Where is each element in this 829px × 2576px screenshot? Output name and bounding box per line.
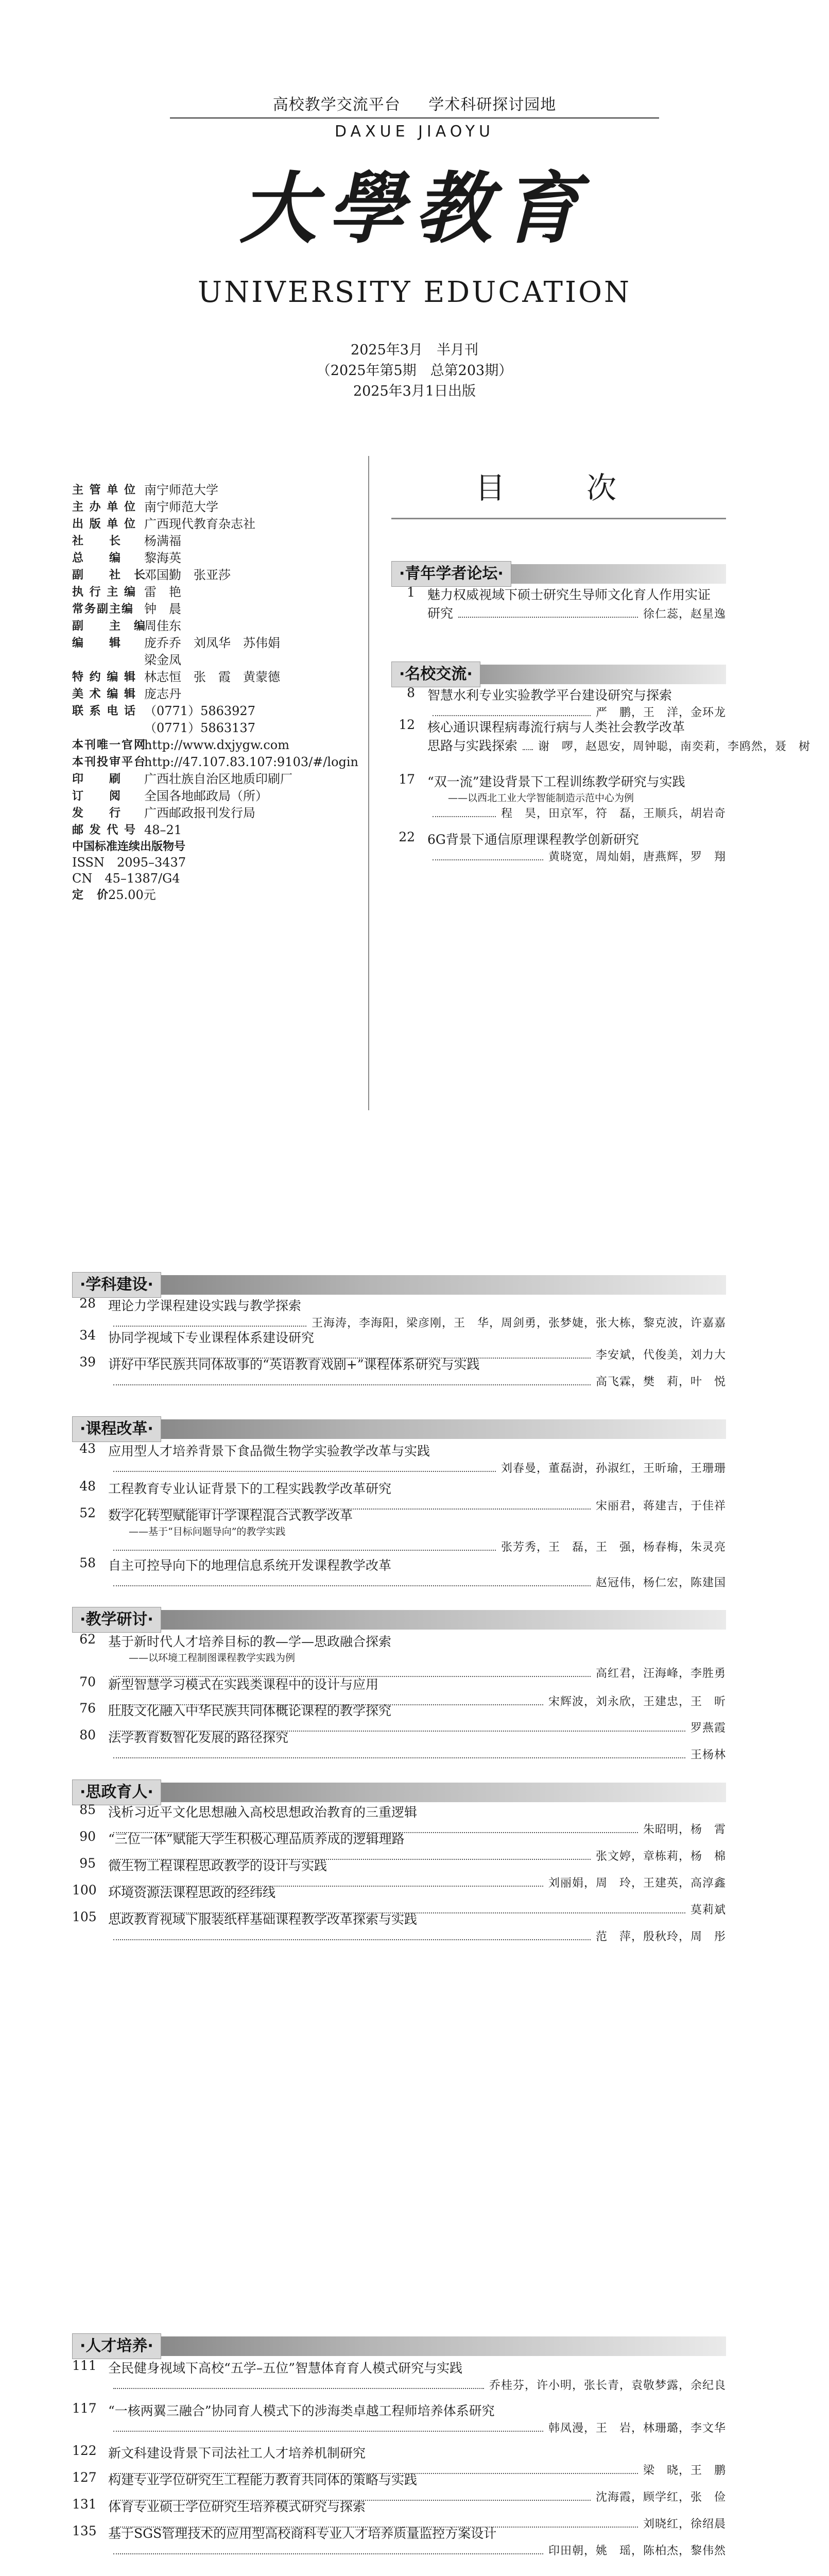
toc-authors: 刘春曼，董磊澍，孙淑红，王昕瑜，王珊珊: [500, 1462, 726, 1475]
toc-article-title: 数字化转型赋能审计学课程混合式教学改革: [108, 1508, 353, 1523]
info-label: 编 辑: [72, 637, 122, 650]
masthead-info-row: [72, 516, 360, 533]
toc-page-number: 127: [72, 2470, 97, 2485]
info-value: 钟 晨: [144, 602, 181, 616]
toc-author-line: [108, 1746, 726, 1762]
toc-article-title: 体育专业硕士学位研究生培养模式研究与探索: [108, 2499, 366, 2514]
info-value: 广西现代教育杂志社: [144, 517, 255, 531]
masthead-info-row: [72, 550, 360, 567]
section-dot-icon: ·: [497, 565, 504, 583]
masthead-info-row: [72, 618, 360, 635]
section-dot-icon: ·: [80, 2337, 86, 2355]
toc-page-number: 62: [79, 1632, 96, 1647]
toc-author-line: [427, 603, 726, 622]
section-dot-icon: ·: [399, 565, 405, 583]
info-value: 雷 艳: [144, 585, 181, 599]
info-value: （0771）5863137: [144, 721, 255, 735]
masthead-info-row: [72, 788, 360, 805]
section-title: [72, 1607, 161, 1633]
toc-page-number: 28: [79, 1296, 96, 1311]
toc-authors: 乔桂芬，许小明，张长青，袁敬梦露，余纪良: [489, 2379, 726, 2392]
section-dot-icon: ·: [147, 1420, 153, 1438]
masthead-info-row: [72, 533, 360, 550]
info-value: 南宁师范大学: [144, 500, 218, 514]
info-label: 执 行 主 编: [72, 586, 136, 599]
toc-article-title: 基于新时代人才培养目标的教—学—思政融合探索: [108, 1634, 392, 1649]
section-dot-icon: ·: [147, 1276, 153, 1294]
header-rule: [170, 117, 659, 118]
section-title: [391, 662, 480, 687]
info-value: 广西邮政报刊发行局: [144, 806, 255, 820]
issue-line-2: （2025年第5期 总第203期）: [316, 363, 513, 379]
toc-leader-dots: [113, 1585, 591, 1586]
section-dot-icon: ·: [80, 1783, 86, 1801]
toc-page-number: 48: [79, 1479, 96, 1494]
section-title: [72, 1272, 161, 1298]
toc-author-line: [108, 2377, 726, 2393]
info-label: 特 约 编 辑: [72, 671, 136, 684]
toc-title-rule: [391, 518, 726, 519]
toc-article-title: “三位一体”赋能大学生积极心理品质养成的逻辑理路: [108, 1832, 405, 1846]
toc-author-line: [108, 2419, 726, 2435]
toc-article-title: 法学教育数智化发展的路径探究: [108, 1730, 289, 1745]
masthead-info-row: [72, 805, 360, 822]
masthead-info-row: [72, 499, 360, 516]
info-label: [72, 652, 144, 669]
toc-article-title: 核心通识课程病毒流行病与人类社会教学改革: [427, 720, 685, 735]
toc-article-subtitle: ——以西北工业大学智能制造示范中心为例: [448, 792, 634, 804]
toc-authors: 范 萍，殷秋玲，周 彤: [595, 1930, 726, 1943]
toc-article-title: 理论力学课程建设实践与教学探索: [108, 1298, 302, 1313]
info-label: 联 系 电 话: [72, 705, 136, 718]
info-value: 梁金凤: [144, 653, 181, 667]
toc-page-number: 43: [79, 1441, 96, 1456]
toc-article-title: 基于SGS管理技术的应用型高校商科专业人才培养质量监控方案设计: [108, 2526, 497, 2541]
info-value: 周佳东: [144, 619, 181, 633]
toc-page-number: 90: [79, 1829, 96, 1844]
info-value: 庞志丹: [144, 687, 181, 701]
cn-number: CN 45–1387/G4: [72, 871, 180, 886]
info-value: （0771）5863927: [144, 704, 255, 718]
toc-page-number: 58: [79, 1555, 96, 1570]
toc-authors: 程 昊，田京军，符 磊，王顺兵，胡岩奇: [500, 807, 726, 820]
toc-page-number: 1: [407, 585, 415, 600]
toc-leader-dots: [113, 1757, 685, 1758]
toc-authors: 王海涛，李海阳，梁彦刚，王 华，周剑勇，张梦婕，张大栋，黎克波，许嘉嘉: [311, 1317, 726, 1330]
section-dot-icon: ·: [147, 2337, 153, 2355]
section-title: [72, 2333, 161, 2359]
toc-article-title: 思政教育视域下服装纸样基础课程教学改革探索与实践: [108, 1912, 418, 1927]
toc-authors: 刘晓红，徐绍晨: [643, 2518, 726, 2531]
info-value: 杨满福: [144, 534, 181, 548]
toc-page-number: 8: [407, 685, 415, 700]
info-label: 出 版 单 位: [72, 518, 136, 531]
section-title-text: 青年学者论坛: [405, 565, 498, 583]
info-label: 社 长: [72, 535, 122, 548]
journal-title-en: UNIVERSITY EDUCATION: [198, 276, 631, 309]
toc-page-number: 52: [79, 1505, 96, 1520]
masthead-info-row: [72, 635, 360, 652]
info-value: 林志恒 张 霞 黄蒙德: [144, 670, 280, 684]
toc-author-line: [427, 736, 811, 754]
toc-article-title: 全民健身视域下高校“五学–五位”智慧体育育人模式研究与实践: [108, 2361, 463, 2376]
toc-authors: 徐仁蕊，赵星逸: [643, 608, 726, 621]
section-title: [72, 1416, 161, 1442]
masthead-info-row: [72, 703, 360, 720]
section-dot-icon: ·: [80, 1276, 86, 1294]
toc-leader-dots: [433, 715, 591, 716]
toc-author-line: [108, 1928, 726, 1944]
divider-vertical: [368, 456, 369, 1110]
toc-authors: 梁 晓，王 鹏: [643, 2464, 726, 2477]
section-title: [391, 561, 511, 587]
info-value: 庞乔乔 刘凤华 苏伟娟: [144, 636, 280, 650]
info-label: 副 社 长: [72, 569, 147, 582]
section-dot-icon: ·: [147, 1783, 153, 1801]
masthead-info-row: [72, 482, 360, 499]
info-value: http://47.107.83.107:9103/#/login: [144, 755, 359, 769]
section-title-text: 教学研讨: [85, 1611, 148, 1629]
info-value: 48–21: [144, 823, 182, 837]
masthead-info-row: [72, 771, 360, 788]
toc-article-title-cont: 思路与实践探索: [427, 738, 518, 753]
price-label: 定 价: [72, 889, 110, 902]
toc-article-title: 魅力权威视域下硕士研究生导师文化育人作用实证: [427, 587, 711, 602]
toc-article-subtitle: ——以环境工程制图课程教学实践为例: [129, 1652, 296, 1664]
info-label: 美 术 编 辑: [72, 688, 136, 701]
section-dot-icon: ·: [467, 665, 473, 683]
info-label: 总 编: [72, 552, 122, 565]
toc-leader-dots: [113, 2553, 543, 2554]
info-value: 全国各地邮政局（所）: [144, 789, 268, 803]
toc-article-title: 6G背景下通信原理课程教学创新研究: [427, 832, 639, 847]
journal-pinyin: DAXUE JIAOYU: [334, 123, 495, 141]
masthead-info-rows: [72, 482, 360, 839]
info-label: 主 管 单 位: [72, 484, 136, 497]
issue-line-1: 2025年3月 半月刊: [351, 342, 478, 358]
toc-authors: 谢 啰，赵恩安，周钟聪，南奕莉，李鸥然，聂 树: [538, 740, 811, 753]
section-header: [72, 1610, 726, 1630]
toc-page-number: 131: [72, 2497, 97, 2512]
toc-authors: 严 鹏，王 洋，金环龙: [595, 706, 726, 719]
info-label: 印 刷: [72, 773, 122, 786]
tagline-2: 学术科研探讨园地: [428, 96, 557, 114]
toc-author-line: [108, 1538, 726, 1554]
toc-page-number: 85: [79, 1802, 96, 1817]
toc-article-subtitle: ——基于“目标问题导向”的教学实践: [129, 1526, 286, 1537]
masthead-info-row: [72, 686, 360, 703]
info-value: 广西壮族自治区地质印刷厂: [144, 772, 292, 786]
toc-article-title: 讲好中华民族共同体故事的“英语教育戏剧+”课程体系研究与实践: [108, 1357, 480, 1372]
toc-author-line: [427, 805, 726, 821]
toc-article-title: 肚肢文化融入中华民族共同体概论课程的教学探究: [108, 1703, 392, 1718]
price-row: [72, 887, 360, 904]
toc-leader-dots: [433, 816, 496, 817]
masthead-info-row: [72, 669, 360, 686]
toc-article-title: 协同学视域下专业课程体系建设研究: [108, 1330, 315, 1345]
toc-authors: 沈海霞，顾学红，张 俭: [595, 2491, 726, 2504]
toc-leader-dots: [113, 2431, 543, 2432]
toc-author-line: [427, 848, 726, 864]
toc-page-number: 100: [72, 1883, 97, 1897]
toc-article-title: 微生物工程课程思政教学的设计与实践: [108, 1858, 327, 1873]
issue-info: [0, 340, 829, 402]
info-value: 黎海英: [144, 551, 181, 565]
section-dot-icon: ·: [80, 1420, 86, 1438]
toc-page-number: 39: [79, 1354, 96, 1369]
masthead-info: [72, 482, 360, 904]
info-value: 邓国勤 张亚莎: [144, 568, 231, 582]
issue-line-3: 2025年3月1日出版: [353, 383, 476, 399]
toc-page-number: 122: [72, 2443, 97, 2458]
info-label: [72, 720, 144, 737]
toc-author-line: [108, 1373, 726, 1389]
info-label: 本刊投审平台: [72, 756, 147, 769]
toc-author-line: [108, 2542, 726, 2558]
info-label: 邮 发 代 号: [72, 824, 136, 837]
toc-authors: 罗燕霞: [690, 1722, 726, 1735]
toc-page-number: 111: [72, 2358, 97, 2373]
toc-page-number: 76: [79, 1701, 96, 1716]
toc-authors: 李安斌，代俊美，刘力大: [595, 1349, 726, 1362]
toc-article-title: 新型智慧学习模式在实践类课程中的设计与应用: [108, 1677, 379, 1692]
info-label: 副 主 编: [72, 620, 147, 633]
toc-article-title: 智慧水利专业实验教学平台建设研究与探索: [427, 688, 672, 703]
header-tagline: [0, 92, 829, 114]
section-title-text: 课程改革: [85, 1420, 148, 1438]
toc-page-number: 17: [399, 772, 415, 787]
toc-page-number: 135: [72, 2523, 97, 2538]
info-value: 南宁师范大学: [144, 483, 218, 497]
toc-title: 目 次: [475, 470, 642, 505]
toc-author-line: [108, 1460, 726, 1476]
toc-article-title: 环境资源法课程思政的经纬线: [108, 1885, 276, 1900]
toc-authors: 朱昭明，杨 霄: [643, 1823, 726, 1836]
toc-authors: 高飞霖，樊 莉，叶 悦: [595, 1376, 726, 1388]
info-label: 主 办 单 位: [72, 501, 136, 514]
toc-article-title: 应用型人才培养背景下食品微生物学实验教学改革与实践: [108, 1444, 430, 1459]
toc-leader-dots: [113, 1471, 496, 1472]
masthead-info-row: [72, 652, 360, 669]
toc-page-number: 12: [399, 717, 415, 732]
toc-article-title: 新文科建设背景下司法社工人才培养机制研究: [108, 2446, 366, 2461]
toc-authors: 刘丽娟，周 玲，王建英，高淳鑫: [548, 1877, 726, 1890]
info-label: 发 行: [72, 807, 122, 820]
section-dot-icon: ·: [80, 1611, 86, 1629]
info-label: 本刊唯一官网: [72, 739, 147, 752]
masthead-info-row: [72, 601, 360, 618]
toc-author-line: [108, 1574, 726, 1590]
section-title-text: 学科建设: [85, 1276, 148, 1294]
toc-leader-dots: [458, 617, 638, 618]
toc-article-title: “一核两翼三融合”协同育人模式下的涉海类卓越工程师培养体系研究: [108, 2403, 495, 2418]
toc-leader-dots: [113, 1550, 496, 1551]
toc-page-number: 34: [79, 1328, 96, 1343]
toc-article-title: 自主可控导向下的地理信息系统开发课程教学改革: [108, 1558, 392, 1573]
toc-authors: 韩凤漫，王 岩，林珊璐，李文华: [548, 2422, 726, 2435]
section-title-text: 思政育人: [85, 1783, 148, 1801]
toc-article-title: 工程教育专业认证背景下的工程实践教学改革研究: [108, 1481, 392, 1496]
section-title-text: 人才培养: [85, 2337, 148, 2355]
toc-leader-dots: [433, 859, 543, 860]
toc-leader-dots: [113, 1384, 591, 1385]
std-serial-label: 中国标准连续出版物号: [72, 840, 186, 853]
section-dot-icon: ·: [399, 665, 405, 683]
toc-authors: 高红君，汪海峰，李胜勇: [595, 1667, 726, 1680]
info-label: 常务副主编: [72, 603, 134, 616]
toc-article-title: 浅析习近平文化思想融入高校思想政治教育的三重逻辑: [108, 1805, 418, 1820]
section-header: [72, 1783, 726, 1802]
toc-page-number: 22: [399, 829, 415, 844]
price-value: 25.00元: [108, 888, 156, 902]
toc-page-number: 105: [72, 1909, 97, 1924]
section-title: [72, 1780, 161, 1805]
tagline-1: 高校教学交流平台: [272, 96, 401, 114]
toc-page-number: 95: [79, 1856, 96, 1871]
toc-page-number: 117: [72, 2401, 97, 2416]
toc-article-title: “双一流”建设背景下工程训练教学研究与实践: [427, 774, 685, 789]
section-header: [72, 2336, 726, 2356]
toc-authors: 宋丽君，蒋建吉，于佳祥: [595, 1500, 726, 1513]
masthead-info-row: [72, 822, 360, 839]
toc-page-number: 80: [79, 1727, 96, 1742]
toc-leader-dots: [113, 1939, 591, 1940]
masthead-info-row: [72, 720, 360, 737]
toc-leader-dots: [113, 1326, 306, 1327]
masthead-info-row: [72, 584, 360, 601]
toc-leader-dots: [523, 749, 533, 750]
toc-article-title: 构建专业学位研究生工程能力教育共同体的策略与实践: [108, 2472, 418, 2487]
section-title-text: 名校交流: [405, 665, 467, 683]
issn: ISSN 2095–3437: [72, 855, 186, 870]
toc-authors: 张芳秀，王 磊，王 强，杨春梅，朱灵亮: [500, 1541, 726, 1554]
toc-leader-dots: [113, 2388, 484, 2389]
info-value: http://www.dxjygw.com: [144, 738, 290, 752]
toc-authors: 黄晓宽，周灿娟，唐燕辉，罗 翔: [548, 851, 726, 863]
info-label: 订 阅: [72, 790, 122, 803]
section-header: [391, 665, 726, 684]
toc-authors: 王杨林: [690, 1749, 726, 1761]
toc-article-title-cont: 研究: [427, 606, 454, 621]
section-dot-icon: ·: [147, 1611, 153, 1629]
section-header: [391, 564, 726, 584]
masthead-info-row: [72, 567, 360, 584]
toc-authors: 宋辉波，刘永欣，王建忠，王 昕: [548, 1696, 726, 1708]
toc-authors: 莫莉斌: [690, 1904, 726, 1917]
section-header: [72, 1419, 726, 1439]
toc-authors: 印田朝，姚 瑶，陈柏杰，黎伟然: [548, 2545, 726, 2557]
masthead-info-row: [72, 754, 360, 771]
toc-authors: 张文婷，章栋莉，杨 棉: [595, 1850, 726, 1863]
journal-title-cn: 大學教育: [239, 163, 590, 254]
masthead-info-row: [72, 737, 360, 754]
toc-page-number: 70: [79, 1674, 96, 1689]
toc-authors: 赵冠伟，杨仁宏，陈建国: [595, 1577, 726, 1589]
section-header: [72, 1275, 726, 1295]
